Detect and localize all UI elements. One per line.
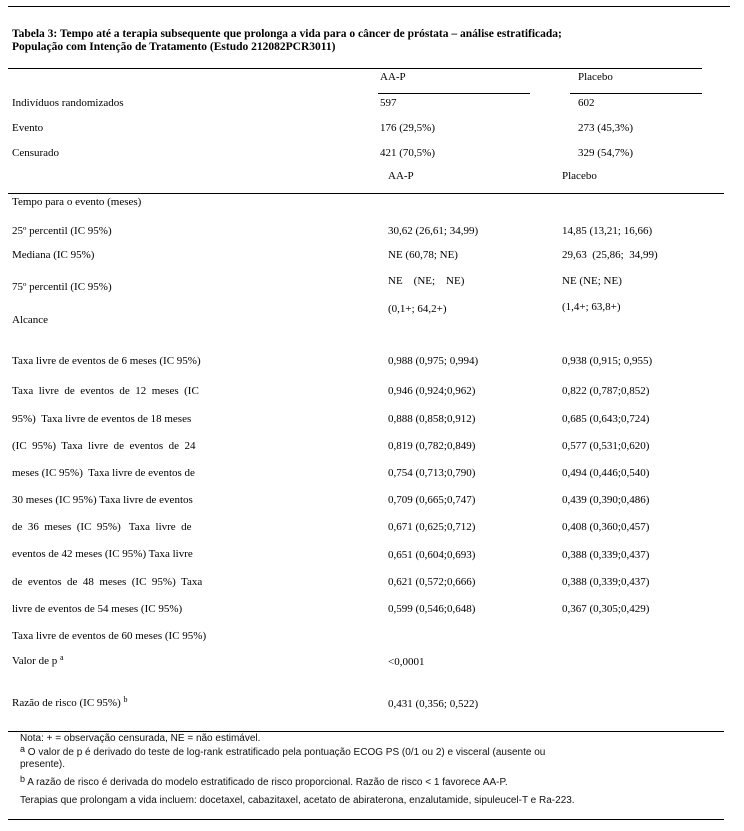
row-placebo-p25: 14,85 (13,21; 16,66) xyxy=(562,225,653,237)
table-title-line1: Tabela 3: Tempo até a terapia subsequente que prolonga a vida para o câncer de próstata – análise estratificada; xyxy=(12,28,562,40)
row-placebo-randomized: 602 xyxy=(578,97,595,109)
p-value-label-text: Valor de p xyxy=(12,655,58,667)
rate-placebo-6m: 0,938 (0,915; 0,955) xyxy=(562,355,653,367)
rate-aap-6m: 0,988 (0,975; 0,994) xyxy=(388,355,479,367)
row-label-median: Mediana (IC 95%) xyxy=(12,249,95,261)
top-header-aap: AA-P xyxy=(380,71,406,83)
p-value-footnote-marker: a xyxy=(59,653,64,662)
rate-placebo-60m: 0,367 (0,305;0,429) xyxy=(562,603,650,615)
header-rule xyxy=(8,68,702,69)
rate-placebo-18m: 0,685 (0,643;0,724) xyxy=(562,413,650,425)
note-a xyxy=(20,746,545,771)
rate-placebo-12m: 0,822 (0,787;0,852) xyxy=(562,385,650,397)
hazard-ratio-footnote-marker: b xyxy=(123,695,128,704)
note-a-marker: a xyxy=(20,744,26,754)
note-a-line1: O valor de p é derivado do teste de log-rank estratificado pela pontuação ECOG PS (0/1 ou 2) e visceral (ausente ou xyxy=(27,747,546,758)
rate-label-line: eventos de 42 meses (IC 95%) Taxa livre xyxy=(12,548,193,560)
row-label-event: Evento xyxy=(12,122,44,134)
rate-label-line: Taxa livre de eventos de 60 meses (IC 95%) xyxy=(12,630,207,642)
row-label-p75: 75º percentil (IC 95%) xyxy=(12,281,112,293)
aap-header-underline xyxy=(378,93,530,94)
row-label-range: Alcance xyxy=(12,314,49,326)
section-title-time-to-event: Tempo para o evento (meses) xyxy=(12,196,142,208)
row-aap-range: (0,1+; 64,2+) xyxy=(388,303,447,315)
note-therapies: Terapias que prolongam a vida incluem: docetaxel, cabazitaxel, acetato de abiraterona, enzalutamide, sipuleucel-T e Ra-223. xyxy=(20,795,575,806)
rate-aap-12m: 0,946 (0,924;0,962) xyxy=(388,385,476,397)
row-aap-censored: 421 (70,5%) xyxy=(380,147,435,159)
rate-aap-42m: 0,671 (0,625;0,712) xyxy=(388,521,476,533)
rate-placebo-54m: 0,388 (0,339;0,437) xyxy=(562,576,650,588)
hazard-ratio-label-text: Razão de risco (IC 95%) xyxy=(12,697,121,709)
main-header-rule xyxy=(8,193,724,194)
rate-placebo-30m: 0,494 (0,446;0,540) xyxy=(562,467,650,479)
note-b xyxy=(20,774,508,788)
rate-placebo-42m: 0,408 (0,360;0,457) xyxy=(562,521,650,533)
row-placebo-p75: NE (NE; NE) xyxy=(562,275,622,287)
p-value-label xyxy=(12,655,64,667)
row-placebo-censored: 329 (54,7%) xyxy=(578,147,633,159)
hazard-ratio-aap: 0,431 (0,356; 0,522) xyxy=(388,698,479,710)
rate-aap-18m: 0,888 (0,858;0,912) xyxy=(388,413,476,425)
rate-placebo-48m: 0,388 (0,339;0,437) xyxy=(562,549,650,561)
rate-aap-60m: 0,599 (0,546;0,648) xyxy=(388,603,476,615)
rate-aap-54m: 0,621 (0,572;0,666) xyxy=(388,576,476,588)
row-label-randomized: Indivíduos randomizados xyxy=(12,97,124,109)
rate-label-line: 95%) Taxa livre de eventos de 18 meses xyxy=(12,413,192,425)
rate-aap-24m: 0,819 (0,782;0,849) xyxy=(388,440,476,452)
notes-bottom-rule xyxy=(8,819,724,820)
rate-label-line: Taxa livre de eventos de 12 meses (IC xyxy=(12,385,199,397)
top-header-placebo: Placebo xyxy=(578,71,613,83)
row-placebo-event: 273 (45,3%) xyxy=(578,122,633,134)
row-placebo-median: 29,63 (25,86; 34,99) xyxy=(562,249,658,261)
table-title xyxy=(12,28,562,54)
row-aap-event: 176 (29,5%) xyxy=(380,122,435,134)
main-header-aap: AA-P xyxy=(388,170,414,182)
table-title-line2: População com Intenção de Tratamento (Estudo 212082PCR3011) xyxy=(12,41,336,53)
row-placebo-range: (1,4+; 63,8+) xyxy=(562,301,621,313)
p-value-aap: <0,0001 xyxy=(388,656,425,668)
rate-placebo-24m: 0,577 (0,531;0,620) xyxy=(562,440,650,452)
rate-label-line: meses (IC 95%) Taxa livre de eventos de xyxy=(12,467,195,479)
row-aap-p75: NE (NE; NE) xyxy=(388,275,465,287)
note-b-marker: b xyxy=(20,774,26,784)
row-label-censored: Censurado xyxy=(12,147,60,159)
rate-label-line: (IC 95%) Taxa livre de eventos de 24 xyxy=(12,440,196,452)
hr-bottom-rule xyxy=(8,731,724,732)
note-b-text: A razão de risco é derivada do modelo estratificado de risco proporcional. Razão de risco < 1 favorece AA-P. xyxy=(27,777,508,788)
row-aap-p25: 30,62 (26,61; 34,99) xyxy=(388,225,479,237)
hazard-ratio-label xyxy=(12,697,128,709)
rate-label-line: Taxa livre de eventos de 6 meses (IC 95%) xyxy=(12,355,201,367)
note-censored: Nota: + = observação censurada, NE = não estimável. xyxy=(20,733,261,744)
note-a-line2: presente). xyxy=(20,759,66,770)
rate-aap-30m: 0,754 (0,713;0,790) xyxy=(388,467,476,479)
rate-label-line: de 36 meses (IC 95%) Taxa livre de xyxy=(12,521,192,533)
row-label-p25: 25º percentil (IC 95%) xyxy=(12,225,112,237)
rate-aap-36m: 0,709 (0,665;0,747) xyxy=(388,494,476,506)
rate-aap-48m: 0,651 (0,604;0,693) xyxy=(388,549,476,561)
row-aap-median: NE (60,78; NE) xyxy=(388,249,458,261)
rate-label-line: de eventos de 48 meses (IC 95%) Taxa xyxy=(12,576,203,588)
rate-placebo-36m: 0,439 (0,390;0,486) xyxy=(562,494,650,506)
rate-label-line: livre de eventos de 54 meses (IC 95%) xyxy=(12,603,183,615)
placebo-header-underline xyxy=(570,93,702,94)
row-aap-randomized: 597 xyxy=(380,97,397,109)
main-header-placebo: Placebo xyxy=(562,170,597,182)
rate-label-line: 30 meses (IC 95%) Taxa livre de eventos xyxy=(12,494,193,506)
top-rule xyxy=(8,6,730,7)
